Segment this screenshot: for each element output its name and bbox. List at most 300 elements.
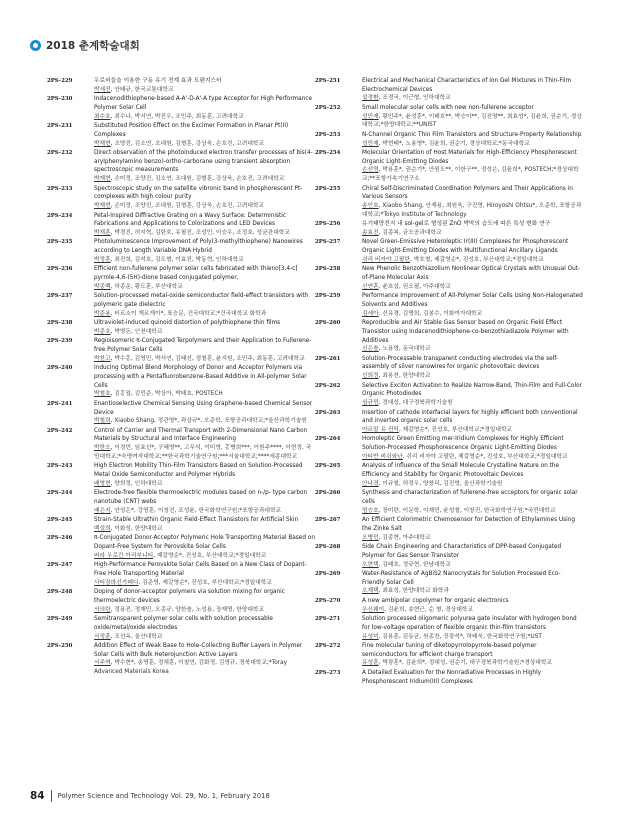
entry-coauthors: , 손미정, 조양진, 김소연, 조대원, 김형훈, 강상욱, 손호진, 고려대학교: [110, 176, 285, 183]
entry-presenter: 유성미: [362, 633, 379, 640]
entry-presenter: 박한오: [94, 445, 111, 452]
entry-id: 2PS-259: [315, 293, 341, 300]
entry-id: 2PS-262: [315, 382, 341, 389]
entry-authors: [362, 310, 583, 319]
entry-title: Enantioselective Chemical Sensing Using Graphene-based Chemical Sensor Device: [94, 400, 313, 416]
entry-body: [362, 462, 583, 488]
entry-id: 2PS-241: [47, 400, 73, 407]
entry-id: 2PS-258: [315, 266, 341, 273]
abstract-entry: [47, 534, 315, 560]
entry-id: 2PS-250: [47, 643, 73, 650]
entry-presenter: 박재현: [94, 203, 111, 210]
entry-title: Indacenodithiophene-based A-A'-D-A'-A type Acceptor for High Performance Polymer Solar Cell: [94, 96, 313, 111]
entry-body: [362, 104, 583, 130]
entry-authors: [94, 507, 315, 516]
entry-coauthors: , 터르소이 게르게이*, 표승문, 건국대학교;*건국대학교 화학과: [110, 310, 267, 317]
entry-id: 2PS-255: [315, 185, 341, 192]
entry-coauthors: , 조경국, 이근형, 인하대학교: [378, 95, 451, 102]
entry-authors: [362, 426, 583, 435]
abstract-entry: [315, 220, 583, 237]
entry-id: 2PS-268: [315, 544, 341, 551]
entry-coauthors: , 박용훈*, 권순기*, 안원도**, 이한구**, 정성은, 김윤희*, POSTECH;*경상대학교;**포항가속기연구소: [362, 167, 579, 183]
entry-coauthors: , 정대성, 대구경북과학기술원: [378, 400, 453, 407]
entry-authors: [94, 328, 315, 337]
entry-authors: [94, 202, 315, 211]
abstract-entry: [315, 292, 583, 318]
entry-coauthors: , 신유경, 김명희, 김봉수, 이화여자대학교: [378, 310, 483, 317]
entry-presenter: 오병민: [362, 534, 379, 541]
entry-coauthors: , 윤호섭, 권오필, 아주대학교: [378, 283, 451, 290]
right-column: [315, 77, 583, 687]
entry-coauthors: , 조양진, 김소연, 조대원, 김형훈, 강상욱, 손호진, 고려대학교: [110, 140, 265, 147]
entry-presenter: 유성훈: [362, 660, 379, 667]
entry-presenter: 사티잠라신가레디: [94, 579, 139, 586]
entry-id: 2PS-269: [315, 571, 341, 578]
entry-body: [94, 122, 315, 148]
conference-bullet-icon: [30, 40, 41, 51]
entry-authors: [362, 453, 583, 462]
abstract-entry: [315, 516, 583, 542]
entry-title: Reproducible and Air Stable Gas Sensor based on Organic Field Effect Transistor using Indacenodithiophene-co-benzothiadiazole Polymer with Additives: [362, 320, 569, 344]
entry-title: Solution-processed metal-oxide semiconductor field-effect transistors with polymeric gate dielectric: [94, 293, 309, 308]
entry-coauthors: , 이정민, 임효선*, 구혜영**, 고무석, 이미영, 홍병희***, 이원주****, 이현정, 국민대학교;*숙명여자대학교;**한국과학기술연구원;***서울대학교;****세종대학교: [94, 445, 312, 460]
abstract-entry: [315, 104, 583, 130]
abstract-entry: [315, 597, 583, 614]
abstract-entry: [47, 462, 315, 488]
entry-coauthors: , 최진희, 김석호, 김도형, 이효진, 박동혁, 인하대학교: [110, 256, 244, 263]
entry-id: 2PS-245: [47, 517, 73, 524]
entry-body: [94, 400, 315, 426]
abstract-entry: [315, 669, 583, 686]
entry-presenter: 박정훈: [94, 256, 111, 263]
entry-coauthors: , 최용찬, 한양대학교: [378, 373, 431, 380]
entry-body: [362, 265, 583, 291]
entry-body: [94, 364, 315, 399]
entry-body: [362, 642, 583, 668]
entry-body: [94, 292, 315, 318]
entry-presenter: 송인호: [362, 203, 379, 210]
abstract-entry: [47, 642, 315, 677]
entry-title: Strain-Stable Ultrathin Organic Field-Effect Transistors for Artificial Skin: [94, 517, 299, 524]
entry-title: Semitransparent polymer solar cells with solution processable oxide/metal/oxide electrodes: [94, 616, 273, 631]
entry-authors: [94, 175, 315, 184]
entry-body: [94, 319, 315, 336]
entry-coauthors: , 김태호, 정규현, 한남대학교: [378, 561, 451, 568]
entry-title: An Efficient Colorimetric Chemosensor for Detection of Ethylamines Using the Zinke Salt: [362, 517, 575, 532]
abstract-entry: [47, 149, 315, 184]
entry-authors: [362, 345, 583, 354]
entry-authors: [362, 372, 583, 381]
abstract-entry: [47, 77, 315, 94]
entry-body: [362, 149, 583, 184]
entry-body: [94, 427, 315, 462]
entry-id: 2PS-267: [315, 517, 341, 524]
entry-presenter: 배은지: [94, 507, 111, 514]
abstract-entry: [315, 319, 583, 354]
entry-presenter: 박종백: [94, 283, 111, 290]
entry-presenter: 설경환: [362, 95, 379, 102]
entry-presenter: 서정훈: [94, 633, 111, 640]
entry-presenter: 서주역: [94, 660, 111, 667]
entry-title: Chiral Self-Discriminated Coordination Polymers and Their Applications in Various Sensors: [362, 185, 573, 201]
entry-title: Synthesis and characterization of fullerene-free acceptors for organic solar cells: [362, 490, 578, 505]
entry-presenter: 아티반 비쉬와난: [362, 453, 403, 460]
abstract-entry: [315, 462, 583, 488]
page-header: [30, 38, 140, 53]
entry-body: [94, 265, 315, 291]
entry-body: [94, 95, 315, 121]
entry-body: [94, 642, 315, 677]
entry-presenter: 송효진: [362, 229, 379, 236]
entry-title: Insertion of cathode interfacial layers for highly efficient both conventional and inverted organic solar cells: [362, 409, 578, 425]
entry-coauthors: , 제갈영순*, 진성호, 부산대학교;*경일대학교: [153, 552, 267, 559]
entry-body: [94, 212, 315, 238]
entry-body: [94, 588, 315, 614]
abstract-entry: [47, 185, 315, 211]
entry-presenter: 백설희: [94, 525, 111, 532]
entry-title: Electrical and Mechanical Characteristics of Ion Gel Mixtures in Thin-Film Electrochemical Devices: [362, 78, 572, 93]
entry-authors: [94, 283, 315, 292]
entry-coauthors: , 이규철, 허정우, 양창덕, 김진영, 울산과학기술원: [378, 480, 503, 487]
page-number: 84: [30, 790, 45, 802]
entry-presenter: 엄승호: [362, 507, 379, 514]
page-header-title: 2018 춘계학술대회: [46, 40, 140, 52]
entry-presenter: 김세아: [362, 310, 379, 317]
entry-id: 2PS-243: [47, 463, 73, 470]
entry-presenter: 쉬리 비자야 고팔란: [362, 256, 411, 263]
abstract-entry: [315, 77, 583, 103]
entry-authors: [94, 659, 315, 676]
abstract-entry: [47, 400, 315, 426]
abstract-entry: [47, 212, 315, 238]
entry-id: 2PS-231: [47, 123, 73, 130]
entry-coauthors: , 쉬리 비자야 고팔란, 제갈영순*, 진성호, 부산대학교;*경일대학교: [402, 453, 568, 460]
entry-authors: [94, 140, 315, 149]
entry-presenter: 아르말 유 컨딕: [362, 426, 399, 433]
entry-id: 2PS-270: [315, 597, 341, 604]
entry-id: 2PS-263: [315, 409, 341, 416]
entry-authors: [362, 94, 583, 103]
entry-body: [362, 435, 583, 461]
entry-presenter: 박재현: [94, 176, 111, 183]
entry-title: Spectroscopic study on the satellite vibronic band in phosphorescent Pt-complexes with high colour purity: [94, 185, 303, 201]
entry-authors: [362, 480, 583, 489]
entry-presenter: 오재택: [362, 588, 379, 595]
entry-authors: [94, 579, 315, 588]
entry-coauthors: , 김홍일, 김민준, 박상아, 박태호, POSTECH: [110, 391, 223, 398]
entry-body: [362, 220, 583, 237]
entry-authors: [362, 229, 583, 238]
entry-authors: [362, 534, 583, 543]
entry-coauthors: , 안성은*, 강영훈, 이청진, 조성윤, 한국화학연구원;*포항공과대학교: [110, 507, 282, 514]
entry-body: [94, 185, 315, 211]
entry-body: [362, 543, 583, 569]
entry-id: 2PS-271: [315, 616, 341, 623]
entry-title: Solution processed oligomeric polyurea gate insulator with hydrogen bond for low-voltage operation of flexible organic thin-film transistors: [362, 616, 577, 631]
left-column: [47, 77, 315, 678]
entry-id: 2PS-256: [315, 221, 341, 228]
entry-authors: [94, 480, 315, 489]
abstract-entry: [47, 319, 315, 336]
entry-title: High Electron Mobility Thin-Film Transistors Based on Solution-Processed Metal Oxide Semiconductor and Polymer Hybrids: [94, 463, 303, 479]
entry-body: [362, 516, 583, 542]
entry-body: [362, 319, 583, 354]
entry-id: 2PS-265: [315, 463, 341, 470]
abstract-entry: [47, 238, 315, 264]
entry-id: 2PS-238: [47, 320, 73, 327]
abstract-entry: [315, 238, 583, 264]
abstract-entry: [315, 355, 583, 381]
entry-title: Photoluminescence Improvement of Poly(3-methylthiophene) Nanowires according to Length Variable DNA Hybrid: [94, 239, 303, 255]
entry-body: [94, 534, 315, 560]
entry-body: [94, 516, 315, 533]
abstract-entry: [315, 149, 583, 184]
entry-presenter: 박찬고: [94, 355, 111, 362]
entry-title: Inducing Optimal Blend Morphology of Donor and Acceptor Polymers via processing with a Pentafluorobenzene-Based Additive in All-polymer Solar Cells: [94, 365, 307, 389]
entry-id: 2PS-235: [47, 239, 73, 246]
entry-body: [362, 597, 583, 614]
abstract-entry: [315, 642, 583, 668]
entry-title: Control of Carrier and Thermal Transport with 2-Dimensional Nano Carbon Materials by Structural and Interface Engineering: [94, 427, 308, 443]
entry-id: 2PS-239: [47, 338, 73, 345]
entry-coauthors: , 최수나, 박서연, 박진우, 조민주, 최동훈, 고려대학교: [110, 113, 244, 120]
entry-title: A new ambipolar copolymer for organic electronics: [362, 597, 509, 604]
entry-body: [94, 238, 315, 264]
entry-authors: [362, 283, 583, 292]
entry-body: [362, 409, 583, 435]
entry-title: Molecular Orientation of Host Materials for High-Efficiency Phosphorescent Organic Light-Emitting Diodes: [362, 150, 577, 165]
entry-id: 2PS-249: [47, 616, 73, 623]
entry-id: 2PS-253: [315, 131, 341, 138]
entry-body: [94, 561, 315, 587]
entry-coauthors: , 노용영, 동국대학교: [378, 346, 431, 353]
entry-title: Fine molecular tuning of diketopyrrolopyrrole-based polymer semiconductors for efficient charge transport: [362, 643, 537, 658]
entry-presenter: 박준호: [94, 328, 111, 335]
entry-id: 2PS-252: [315, 104, 341, 111]
entry-id: 2PS-251: [315, 78, 341, 84]
entry-id: 2PS-242: [47, 427, 73, 434]
entry-presenter: 안나경: [362, 480, 379, 487]
entry-coauthors: , 박수현*, 송명훈, 정채훈, 이철연, 김화정, 김영규, 경북대학교;*Toray Advanced Materials Korea: [94, 660, 288, 676]
entry-title: Homoleptic Green Emitting mer-Iridium Complexes for Highly Efficient Solution-Processed Phosphorescence Organic Light-Emitting Diodes: [362, 436, 564, 452]
entry-presenter: 우신웨이: [362, 606, 385, 613]
entry-title: Side Chain Engineering and Characteristics of DPP-based Conjugated Polymer for Gas Sensor Transistor: [362, 544, 562, 559]
abstract-entry: [315, 489, 583, 515]
entry-presenter: 서의란: [94, 606, 111, 613]
entry-title: Addition Effect of Weak Base to Hole-Collecting Buffer Layers in Polymer Solar Cells with Bulk Heterojunction Active Layers: [94, 643, 303, 658]
entry-authors: [362, 587, 583, 596]
entry-presenter: 신은솔: [362, 346, 379, 353]
abstract-entry: [47, 95, 315, 121]
entry-coauthors: , Xiaobo Shang, 정관영*, 곽상규*, 오준학, 포항공과대학교;*울산과학기술원: [110, 418, 307, 425]
journal-citation: Polymer Science and Technology Vol. 29, No. 1, February 2018: [57, 792, 270, 800]
entry-id: 2PS-233: [47, 185, 73, 192]
entry-coauthors: , 정용진, 정재민, 오종규, 양한솔, 노성용, 장재영, 한양대학교: [110, 606, 265, 613]
entry-body: [362, 77, 583, 103]
entry-authors: [362, 140, 583, 149]
entry-body: [362, 355, 583, 381]
abstract-entry: [47, 489, 315, 515]
entry-title: High-Performance Perovskite Solar Cells Based on a New Class of Dopant-Free Hole Transporting Material: [94, 562, 307, 578]
entry-body: [362, 570, 583, 596]
entry-coauthors: , 박광훈*, 김윤희*, 정대성, 권순기, 대구경북과학기술원;*경상대학교: [378, 660, 552, 667]
entry-coauthors: , 양희정, 인하대학교: [110, 480, 163, 487]
entry-authors: [94, 633, 315, 642]
entry-body: [362, 185, 583, 220]
entry-title: Selective Exciton Activation to Realize Narrow-Band, Thin-Film and Full-Color Organic Photodiodes: [362, 382, 583, 398]
entry-authors: [94, 606, 315, 615]
entry-title: Substituted Position Effect on the Excimer Formation in Planar Pt(II) Complexes: [94, 123, 289, 138]
entry-authors: [94, 390, 315, 399]
entry-id: 2PS-237: [47, 293, 73, 300]
entry-title: 우로비들을 이용한 구동 유기 전계 효과 트랜지스터: [94, 78, 222, 84]
entry-id: 2PS-232: [47, 150, 73, 157]
entry-presenter: 박철호: [94, 391, 111, 398]
abstract-entry: [47, 364, 315, 399]
footer-divider: [51, 790, 52, 802]
abstract-entry: [315, 131, 583, 148]
entry-presenter: 박재훈: [94, 229, 111, 236]
entry-id: 2PS-260: [315, 320, 341, 327]
entry-coauthors: , 박수홍, 김영민, 박서연, 김태선, 정철훈, 윤지원, 조민주, 최동훈, 고려대학교: [110, 355, 305, 362]
abstract-entry: [47, 122, 315, 148]
entry-id: 2PS-246: [47, 535, 73, 542]
entry-coauthors: , 박현태*, 노용영*, 김윤희, 권순기, 경상대학교;*동국대학교: [378, 140, 530, 147]
entry-coauthors: , 김윤희, 송현근, 순 형, 경상대학교: [384, 606, 473, 613]
entry-authors: [362, 561, 583, 570]
entry-title: Doping of donor-acceptor polymers via solution mixing for organic thermoelectric devices: [94, 589, 285, 604]
entry-title: 유기태양전지 내 sol-gel로 형성된 ZnO 박막의 습도에 따른 특성 변화 연구: [362, 221, 551, 228]
entry-id: 2PS-240: [47, 365, 73, 372]
entry-title: Petal-Inspired Diffractive Grating on a Wavy Surface: Deterministic Fabrications and Applications to Colorizations and LED Devices: [94, 212, 287, 228]
entry-body: [362, 489, 583, 515]
entry-id: 2PS-236: [47, 266, 73, 273]
entry-coauthors: , 박영돈, 인천대학교: [110, 328, 163, 335]
entry-id: 2PS-244: [47, 490, 73, 497]
abstract-entry: [47, 615, 315, 641]
abstract-entry: [315, 382, 583, 408]
entry-title: Water-Resistance of AgBiS2 Nanocrystals for Solution Processed Eco-Friendly Solar Cell: [362, 571, 561, 586]
entry-body: [94, 77, 315, 94]
entry-id: 2PS-273: [315, 669, 341, 676]
entry-body: [362, 382, 583, 408]
entry-authors: [362, 202, 583, 219]
entry-title: Direct observation of the photoinduced electron transfer processes of bis(4-arylphenylamino benzo)-ortho-carborane using transient absorption spectroscopic measurements: [94, 150, 313, 174]
entry-title: Efficient non-fullerene polymer solar cells fabricated with thieno[3,4-c] pyrrole-4,6-(5H)-dione based conjugated polymer,: [94, 266, 298, 282]
entry-authors: [94, 444, 315, 461]
entry-authors: [94, 552, 315, 561]
abstract-entry: [47, 265, 315, 291]
entry-authors: [362, 633, 583, 642]
entry-id: 2PS-248: [47, 589, 73, 596]
abstract-entry: [315, 435, 583, 461]
entry-authors: [94, 417, 315, 426]
entry-title: Electrode-free flexible thermoelectric modules based on n-/p- type carbon nanotube (CNT) webs: [94, 490, 308, 505]
entry-presenter: 버라 우로간 아리부니티: [94, 552, 154, 559]
entry-presenter: 박준용: [94, 310, 111, 317]
entry-presenter: 박재현: [94, 140, 111, 147]
entry-presenter: 박세진: [94, 86, 111, 93]
entry-coauthors: , 김용훈, 김동균, 원종찬, 장광석*, 하태욱, 한국화학연구원;*UST: [378, 633, 542, 640]
abstract-entry: [47, 516, 315, 533]
abstract-entry: [315, 615, 583, 641]
entry-coauthors: , 장미란, 이문학, 이재민, 윤성철, 이창진, 한국화학연구원;*국민대학교: [378, 507, 556, 514]
entry-body: [362, 292, 583, 318]
entry-body: [94, 149, 315, 184]
entry-id: 2PS-266: [315, 490, 341, 497]
entry-title: Small molecular solar cells with new non-fullerene acceptor: [362, 104, 534, 111]
entry-coauthors: , 김종복, 금오공과대학교: [378, 229, 442, 236]
entry-id: 2PS-272: [315, 643, 341, 650]
entry-authors: [362, 507, 583, 516]
entry-title: π-Conjugated Donor-Acceptor Polymeric Hole Transporting Material Based on Dopant-Free System for Perovskite Solar Cells: [94, 535, 315, 551]
entry-presenter: 성민재: [362, 140, 379, 147]
abstract-entry: [315, 265, 583, 291]
entry-id: 2PS-230: [47, 96, 73, 103]
entry-body: [362, 669, 583, 686]
entry-id: 2PS-257: [315, 239, 341, 246]
entry-authors: [94, 256, 315, 265]
entry-body: [94, 337, 315, 363]
entry-authors: [94, 355, 315, 364]
entry-authors: [94, 113, 315, 122]
entry-title: N-Channel Organic Thin Film Transistors and Structure-Property Relationship: [362, 131, 582, 138]
entry-title: A Detailed Evaluation for the Nonradiative Processes in Highly Phosphorescent Iridium(III) Complexes: [362, 669, 542, 685]
entry-authors: [362, 659, 583, 668]
entry-id: 2PS-254: [315, 150, 341, 157]
entry-coauthors: , 허종운, 황도훈, 부산대학교: [110, 283, 183, 290]
abstract-entry: [47, 292, 315, 318]
entry-id: 2PS-247: [47, 562, 73, 569]
entry-title: Performance Improvement of All-Polymer Solar Cells Using Non-Halogenated Solvents and Additives: [362, 293, 583, 308]
page-footer: [30, 790, 270, 802]
abstract-entry: [315, 570, 583, 596]
entry-coauthors: , 황민주*, 윤성훈*, 이태호**, 박승이**, 김진영**, 최효성*, 김윤희, 권순기, 경상대학교;*한양대학교;**UNIST: [362, 113, 582, 129]
entry-presenter: 박철희: [94, 418, 111, 425]
entry-coauthors: , 제갈영순*, 진성호, 부산대학교;*경일대학교: [398, 426, 513, 433]
entry-coauthors: , 김준영, 제갈영순*, 진성호, 부산대학교;*경일대학교: [138, 579, 272, 586]
entry-coauthors: , 박경진, 허지혁, 김탄호, 유필진, 조성민, 이승우, 조정호, 성균관대학교: [110, 229, 290, 236]
abstract-entry: [315, 185, 583, 220]
entry-body: [362, 615, 583, 641]
entry-presenter: 신희정: [362, 373, 379, 380]
entry-body: [94, 489, 315, 515]
entry-presenter: 성민재: [362, 113, 379, 120]
entry-body: [94, 615, 315, 641]
entry-id: 2PS-229: [47, 78, 73, 84]
entry-coauthors: , 박호철, 제갈영순*, 진성호, 부산대학교;*경일대학교: [410, 256, 544, 263]
abstract-entry: [47, 561, 315, 587]
entry-id: 2PS-234: [47, 212, 73, 219]
entry-coauthors: , 김종현, 아주대학교: [378, 534, 431, 541]
entry-title: New Phenolic Benzothiazolium Nonlinear Optical Crystals with Unusual Out-of-Plane Molecular Axis: [362, 266, 581, 282]
entry-title: Novel Green-Emissive Heteroleptic Ir(III) Complexes for Phosphorescent Organic Light-Emitting Diodes with Multifunctional Ancillary Ligands: [362, 239, 569, 255]
entry-coauthors: , 조선옥, 울산대학교: [110, 633, 163, 640]
abstract-entry: [315, 543, 583, 569]
entry-presenter: 손선영: [362, 167, 379, 174]
entry-presenter: 최수호: [94, 113, 111, 120]
entry-presenter: 신연훈: [362, 283, 379, 290]
entry-body: [362, 238, 583, 264]
entry-coauthors: , Xiaobo Shang, 안재용, 최원욱, 구진영, Hiroyoshi Ohtsu*, 오준학, 포항공과대학교;*Tokyo Institute of Technology: [362, 203, 582, 218]
entry-authors: [94, 86, 315, 95]
abstract-entry: [315, 409, 583, 435]
entry-authors: [94, 310, 315, 319]
abstract-entry: [47, 588, 315, 614]
entry-authors: [362, 166, 583, 183]
entry-title: Analysis of influence of the Small Molecule Crystalline Nature on the Efficiency and Stability for Organic Photovoltaic Devices: [362, 463, 560, 479]
entry-coauthors: , 최효성, 한양대학교 화학과: [378, 588, 449, 595]
